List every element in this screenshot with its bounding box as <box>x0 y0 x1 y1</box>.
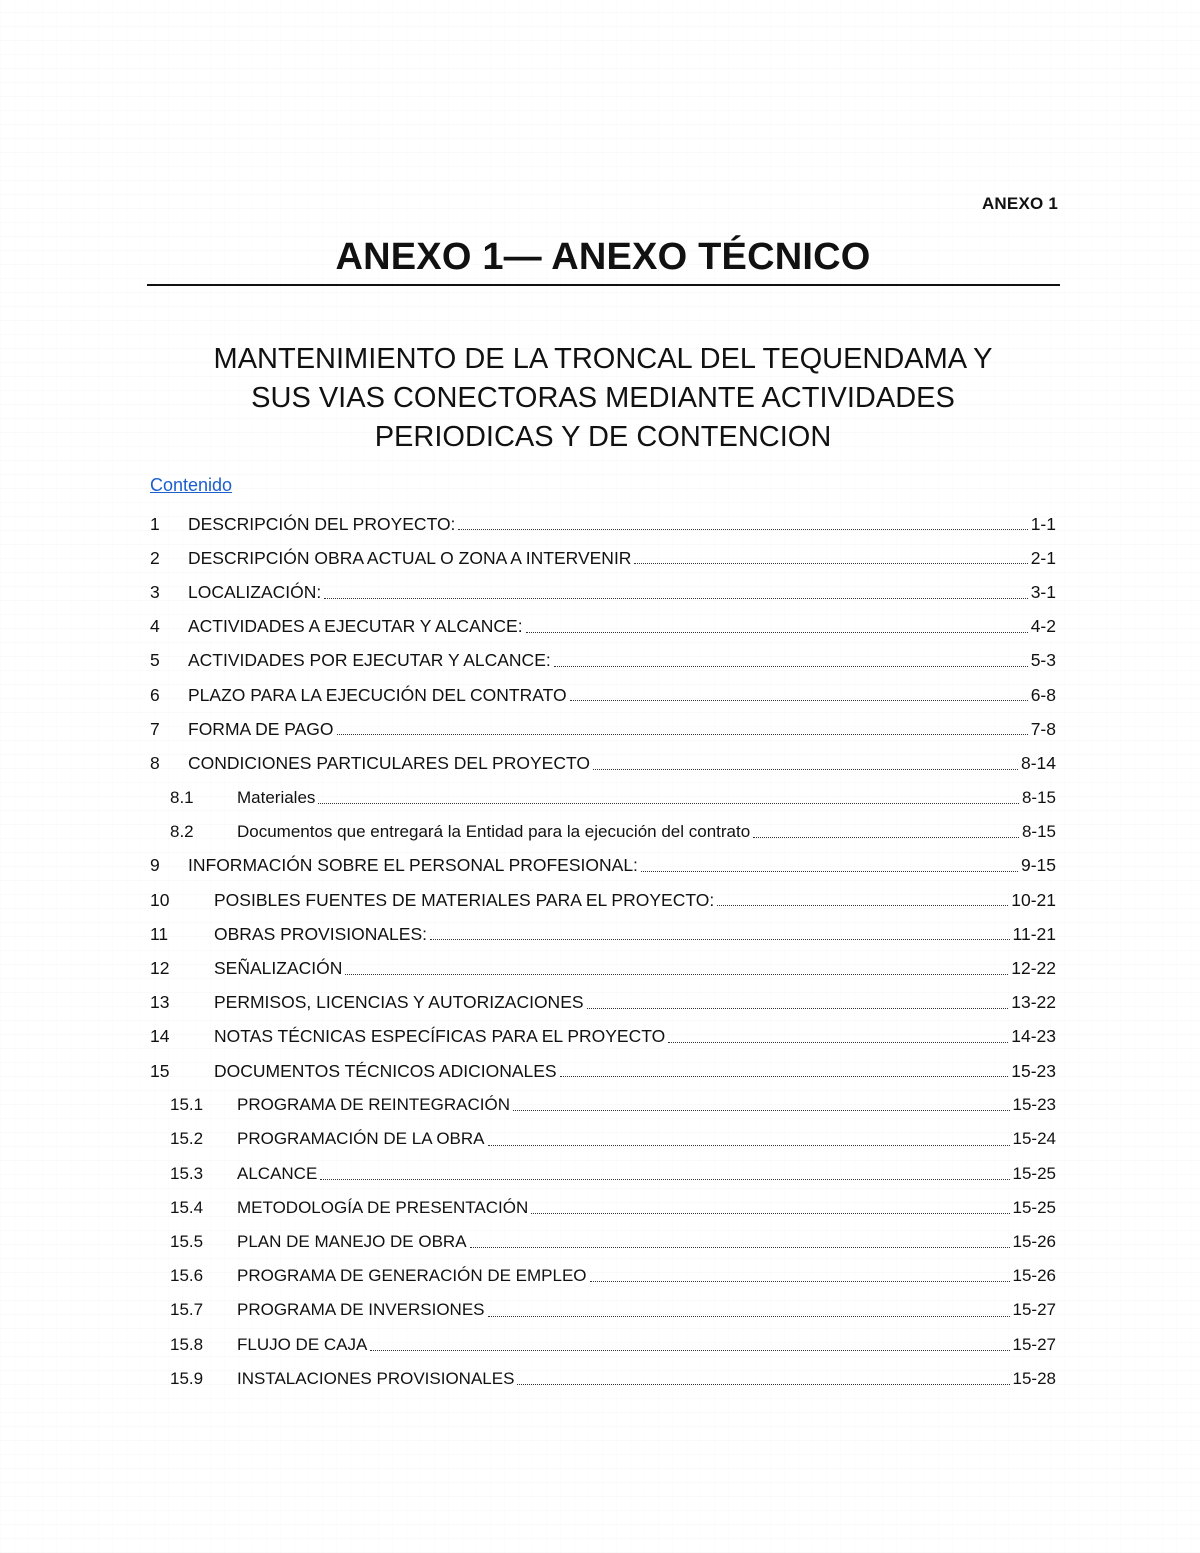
toc-dot-leader <box>488 1144 1010 1146</box>
toc-entry-title: PLAN DE MANEJO DE OBRA <box>237 1232 467 1252</box>
toc-entry[interactable] <box>150 1020 1056 1054</box>
toc-entry-number: 3 <box>150 581 160 602</box>
toc-dot-leader <box>590 1280 1010 1282</box>
toc-entry-page: 15-27 <box>1012 1334 1056 1354</box>
toc-entry-number: 12 <box>150 958 170 979</box>
toc-entry-page: 15-24 <box>1012 1129 1056 1149</box>
toc-entry[interactable] <box>150 1088 1056 1122</box>
toc-entry[interactable] <box>150 917 1056 951</box>
toc-dot-leader <box>513 1109 1010 1111</box>
toc-entry-title: PLAZO PARA LA EJECUCIÓN DEL CONTRATO <box>188 684 567 705</box>
toc-entry-number: 15.2 <box>170 1129 204 1149</box>
toc-dot-leader <box>526 631 1028 633</box>
toc-dot-leader <box>324 597 1027 599</box>
toc-dot-leader <box>554 665 1028 667</box>
toc-entry[interactable] <box>150 644 1056 678</box>
toc-entry-title: DESCRIPCIÓN DEL PROYECTO: <box>188 513 456 534</box>
toc-entry-page: 1-1 <box>1030 513 1056 534</box>
toc-entry-number: 13 <box>150 992 170 1013</box>
toc-entry-page: 15-23 <box>1011 1060 1056 1081</box>
toc-entry-number: 15.9 <box>170 1368 204 1388</box>
toc-entry[interactable] <box>150 712 1056 746</box>
toc-entry[interactable] <box>150 1293 1056 1327</box>
toc-entry-number: 15.5 <box>170 1232 204 1252</box>
toc-entry-title: FORMA DE PAGO <box>188 718 334 739</box>
toc-entry-title: PROGRAMA DE INVERSIONES <box>237 1300 485 1320</box>
toc-entry[interactable] <box>150 1362 1056 1396</box>
toc-entry[interactable] <box>150 507 1056 541</box>
toc-dot-leader <box>318 802 1019 804</box>
toc-entry[interactable] <box>150 610 1056 644</box>
toc-entry-number: 15 <box>150 1060 170 1081</box>
toc-entry-page: 7-8 <box>1030 718 1056 739</box>
toc-entry-number: 10 <box>150 889 170 910</box>
toc-entry[interactable] <box>150 781 1056 815</box>
running-header: ANEXO 1 <box>981 194 1058 213</box>
toc-heading-link[interactable]: Contenido <box>150 475 233 495</box>
toc-entry-title: SEÑALIZACIÓN <box>214 958 343 979</box>
toc-entry[interactable] <box>150 1054 1056 1088</box>
toc-entry-number: 9 <box>150 855 160 876</box>
toc-entry-title: DESCRIPCIÓN OBRA ACTUAL O ZONA A INTERVENIR <box>188 547 632 568</box>
toc-dot-leader <box>593 768 1018 770</box>
toc-entry-number: 2 <box>150 547 160 568</box>
toc-entry-number: 14 <box>150 1026 170 1047</box>
toc-entry[interactable] <box>150 815 1056 849</box>
toc-dot-leader <box>717 904 1008 906</box>
toc-dot-leader <box>470 1246 1010 1248</box>
toc-entry[interactable] <box>150 1225 1056 1259</box>
toc-entry-number: 15.1 <box>170 1095 204 1115</box>
toc-entry-page: 15-26 <box>1012 1232 1056 1252</box>
toc-entry-page: 15-25 <box>1012 1197 1056 1217</box>
toc-entry-title: LOCALIZACIÓN: <box>188 581 322 602</box>
toc-entry-title: PROGRAMA DE GENERACIÓN DE EMPLEO <box>237 1266 587 1286</box>
toc-entry[interactable] <box>150 1191 1056 1225</box>
toc-entry-title: ACTIVIDADES POR EJECUTAR Y ALCANCE: <box>188 650 551 671</box>
toc-entry-title: METODOLOGÍA DE PRESENTACIÓN <box>237 1197 529 1217</box>
toc-entry[interactable] <box>150 746 1056 780</box>
toc-dot-leader <box>370 1349 1009 1351</box>
toc-entry[interactable] <box>150 1157 1056 1191</box>
toc-entry-title: INFORMACIÓN SOBRE EL PERSONAL PROFESIONAL: <box>188 855 638 876</box>
toc-entry-page: 15-28 <box>1012 1368 1056 1388</box>
toc-entry-title: NOTAS TÉCNICAS ESPECÍFICAS PARA EL PROYECTO <box>214 1026 666 1047</box>
toc-entry-title: OBRAS PROVISIONALES: <box>214 923 427 944</box>
toc-entry[interactable] <box>150 678 1056 712</box>
toc-entry[interactable] <box>150 1259 1056 1293</box>
toc-entry-number: 6 <box>150 684 160 705</box>
subtitle-line: MANTENIMIENTO DE LA TRONCAL DEL TEQUENDAMA Y <box>213 343 993 375</box>
toc-dot-leader <box>488 1315 1010 1317</box>
toc-entry-title: Materiales <box>237 787 316 807</box>
toc-entry-page: 13-22 <box>1011 992 1056 1013</box>
toc-entry[interactable] <box>150 575 1056 609</box>
toc-entry-title: CONDICIONES PARTICULARES DEL PROYECTO <box>188 752 590 773</box>
toc-entry-title: ACTIVIDADES A EJECUTAR Y ALCANCE: <box>188 616 523 637</box>
toc-entry-page: 15-23 <box>1012 1095 1056 1115</box>
toc-entry-number: 15.8 <box>170 1334 204 1354</box>
toc-entry-title: FLUJO DE CAJA <box>237 1334 368 1354</box>
toc-entry[interactable] <box>150 986 1056 1020</box>
toc-entry-page: 15-25 <box>1012 1163 1056 1183</box>
toc-entry-page: 8-15 <box>1021 821 1056 841</box>
toc-dot-leader <box>458 528 1027 530</box>
toc-entry-page: 8-14 <box>1020 752 1056 773</box>
toc-entry[interactable] <box>150 541 1056 575</box>
toc-entry-title: Documentos que entregará la Entidad para la ejecución del contrato <box>237 821 751 841</box>
toc-dot-leader <box>560 1075 1009 1077</box>
title-rule <box>147 284 1060 286</box>
toc-entry-page: 12-22 <box>1011 958 1056 979</box>
table-of-contents <box>150 507 1056 1396</box>
toc-dot-leader <box>430 938 1010 940</box>
toc-entry-number: 1 <box>150 513 160 534</box>
toc-entry-title: ALCANCE <box>237 1163 318 1183</box>
toc-entry-page: 15-26 <box>1012 1266 1056 1286</box>
toc-dot-leader <box>634 562 1027 564</box>
toc-entry-page: 14-23 <box>1011 1026 1056 1047</box>
toc-entry-number: 15.6 <box>170 1266 204 1286</box>
toc-dot-leader <box>753 836 1019 838</box>
toc-dot-leader <box>337 733 1028 735</box>
toc-entry-page: 10-21 <box>1011 889 1056 910</box>
toc-dot-leader <box>668 1041 1008 1043</box>
toc-entry-title: PROGRAMA DE REINTEGRACIÓN <box>237 1095 510 1115</box>
toc-entry-page: 4-2 <box>1030 616 1056 637</box>
toc-entry-page: 3-1 <box>1030 581 1056 602</box>
toc-entry-number: 8.1 <box>170 787 194 807</box>
toc-entry-page: 6-8 <box>1030 684 1056 705</box>
toc-entry-page: 11-21 <box>1012 923 1056 944</box>
toc-dot-leader <box>345 973 1008 975</box>
toc-entry-title: PROGRAMACIÓN DE LA OBRA <box>237 1129 485 1149</box>
toc-entry-number: 11 <box>150 923 169 944</box>
toc-entry-number: 4 <box>150 616 160 637</box>
document-title: ANEXO 1— ANEXO TÉCNICO <box>335 236 871 278</box>
toc-entry-title: POSIBLES FUENTES DE MATERIALES PARA EL PROYECTO: <box>214 889 715 910</box>
subtitle-line: SUS VIAS CONECTORAS MEDIANTE ACTIVIDADES <box>251 382 955 414</box>
toc-entry[interactable] <box>150 1328 1056 1362</box>
toc-dot-leader <box>320 1178 1009 1180</box>
toc-entry-page: 15-27 <box>1012 1300 1056 1320</box>
toc-entry-number: 5 <box>150 650 160 671</box>
toc-entry-number: 15.4 <box>170 1197 204 1217</box>
toc-entry[interactable] <box>150 951 1056 985</box>
toc-entry-title: DOCUMENTOS TÉCNICOS ADICIONALES <box>214 1060 557 1081</box>
toc-entry-title: PERMISOS, LICENCIAS Y AUTORIZACIONES <box>214 992 584 1013</box>
toc-entry-page: 2-1 <box>1030 547 1056 568</box>
toc-dot-leader <box>587 1007 1009 1009</box>
toc-dot-leader <box>517 1383 1009 1385</box>
toc-entry-number: 8 <box>150 752 160 773</box>
toc-dot-leader <box>570 699 1028 701</box>
toc-entry-page: 5-3 <box>1030 650 1056 671</box>
toc-entry-page: 8-15 <box>1021 787 1056 807</box>
document-subtitle <box>147 340 1059 457</box>
toc-entry[interactable] <box>150 1122 1056 1156</box>
toc-entry[interactable] <box>150 883 1056 917</box>
toc-dot-leader <box>641 870 1018 872</box>
toc-entry[interactable] <box>150 849 1056 883</box>
toc-entry-title: INSTALACIONES PROVISIONALES <box>237 1368 515 1388</box>
subtitle-line: PERIODICAS Y DE CONTENCION <box>374 421 832 453</box>
toc-entry-number: 15.7 <box>170 1300 204 1320</box>
toc-entry-page: 9-15 <box>1020 855 1056 876</box>
toc-entry-number: 7 <box>150 718 160 739</box>
toc-dot-leader <box>531 1212 1009 1214</box>
toc-entry-number: 15.3 <box>170 1163 204 1183</box>
toc-entry-number: 8.2 <box>170 821 194 841</box>
